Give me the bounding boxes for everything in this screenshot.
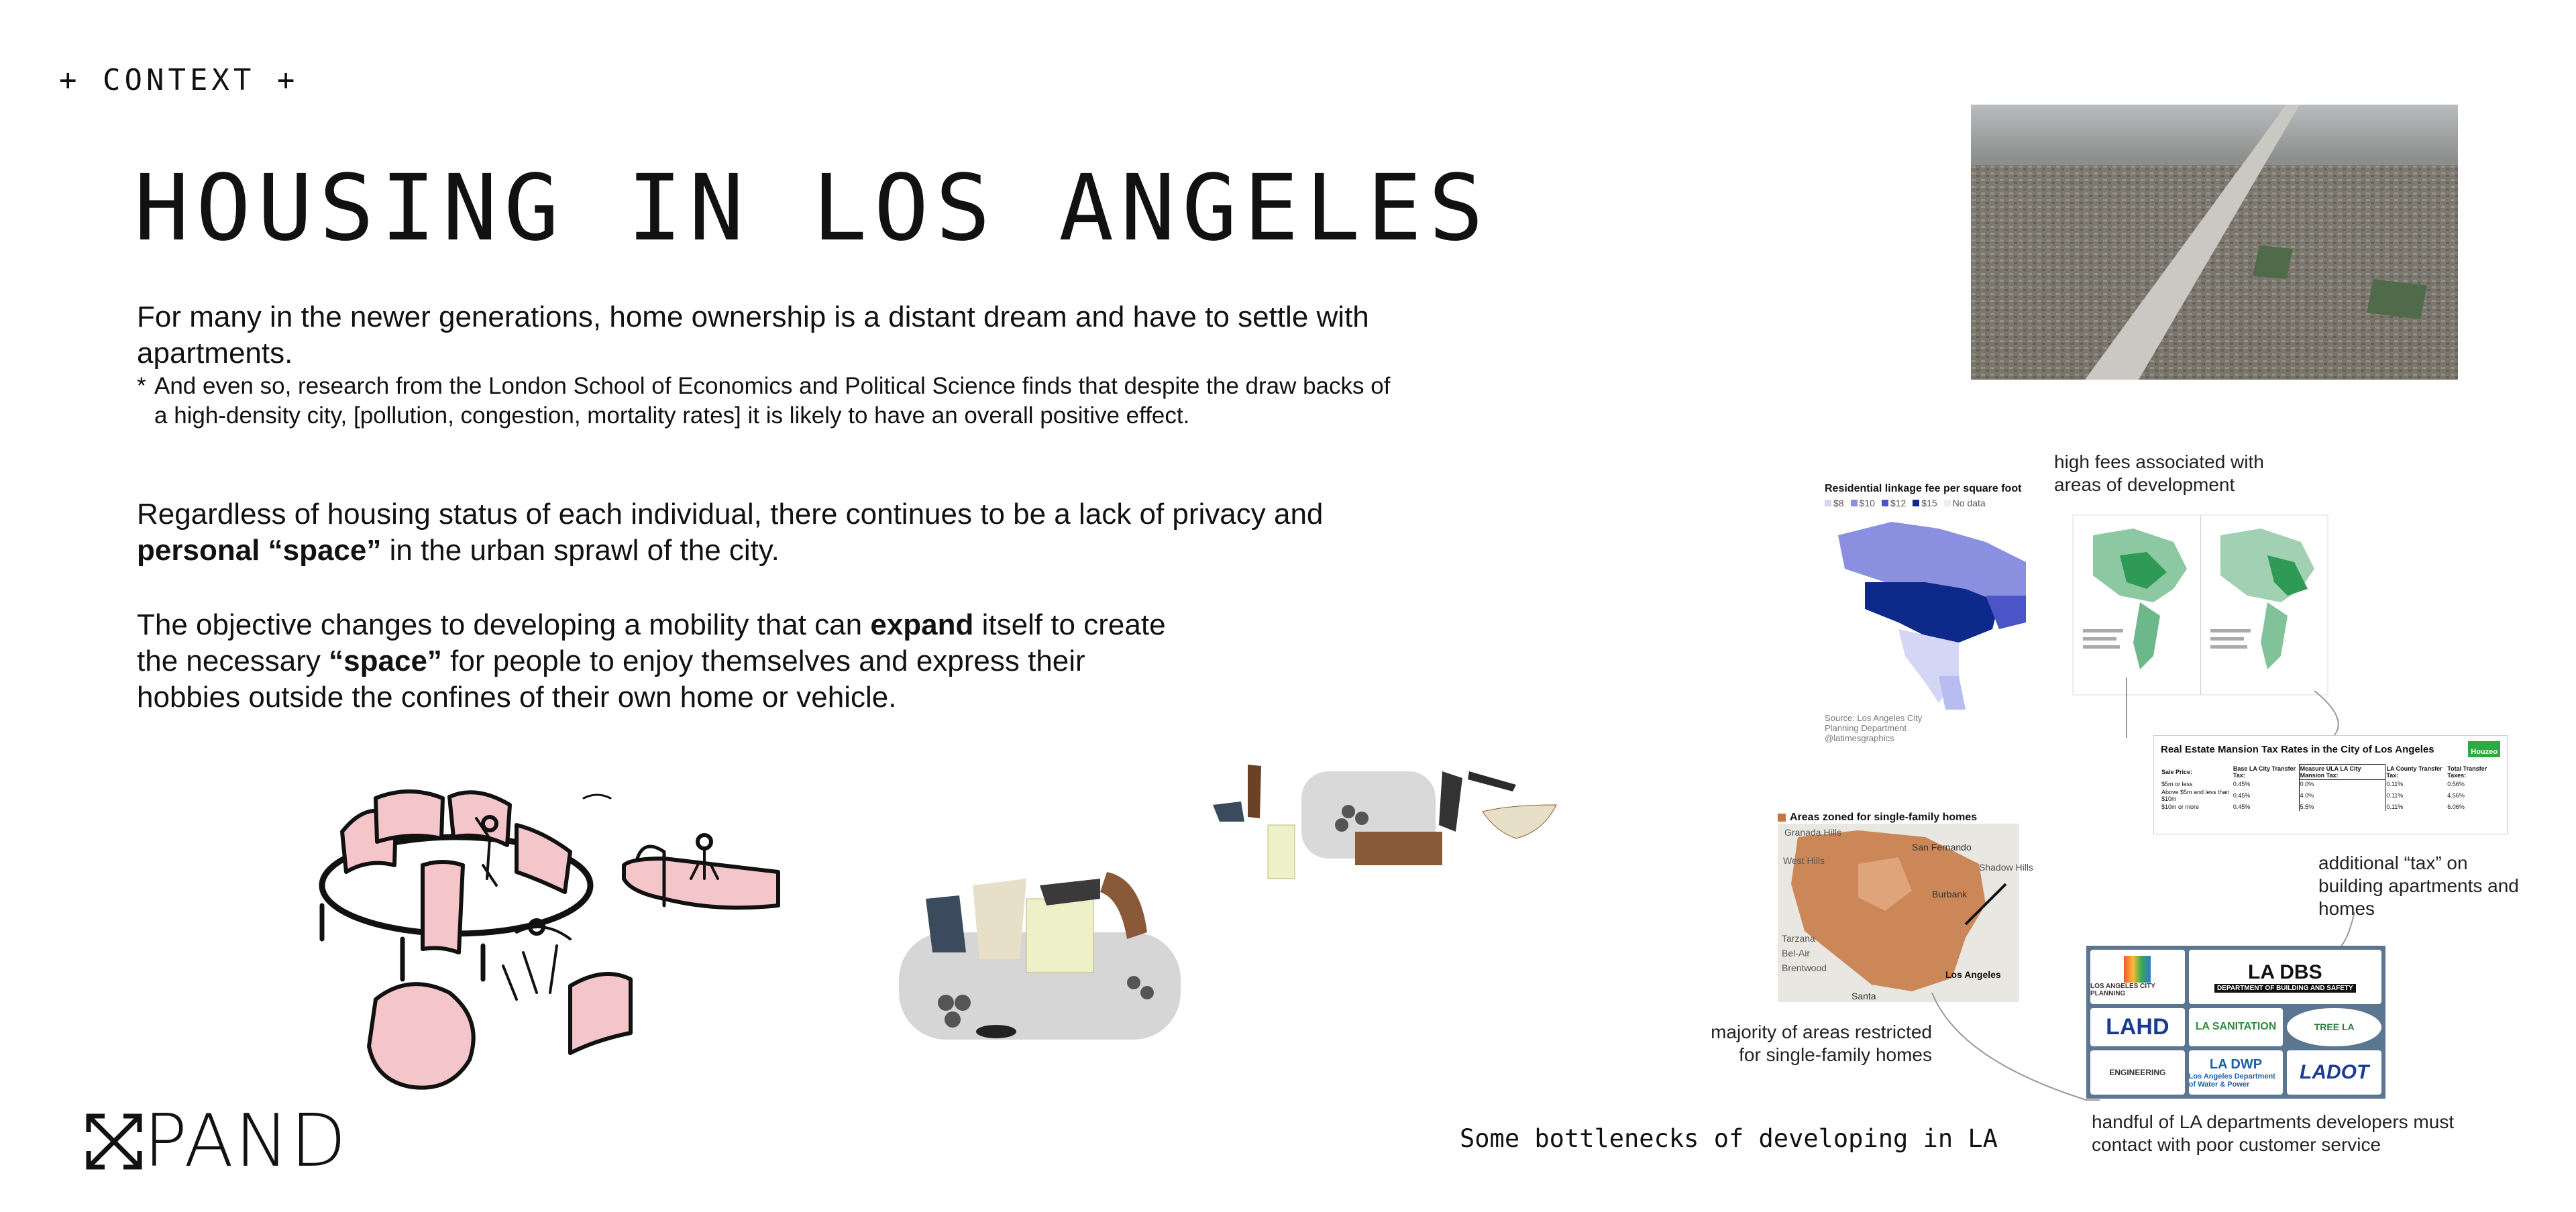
page-title: HOUSING IN LOS ANGELES — [134, 156, 1491, 262]
table-header: Sale Price: — [2161, 769, 2193, 775]
objective-paragraph — [137, 607, 1183, 716]
table-cell: 6.06% — [2447, 804, 2465, 810]
zoning-label: Bel-Air — [1782, 948, 1811, 958]
mansion-tax-title: Real Estate Mansion Tax Rates in the City of Los Angeles — [2161, 743, 2434, 755]
zoning-label: West Hills — [1783, 855, 1825, 866]
x-mark-icon — [85, 1112, 144, 1171]
la-dbs-logo: LA DBS DEPARTMENT OF BUILDING AND SAFETY — [2189, 950, 2381, 1004]
objective-bold-expand: expand — [870, 608, 974, 641]
ladwp-logo: LA DWP Los Angeles Department of Water & Power — [2189, 1050, 2284, 1095]
logo-wordmark: PAND — [144, 1099, 348, 1183]
bottlenecks-caption: Some bottlenecks of developing in LA — [1460, 1124, 1998, 1153]
table-header: LA County Transfer Tax: — [2386, 765, 2443, 779]
lahd-logo: LAHD — [2090, 1008, 2185, 1047]
linkage-map-title: Residential linkage fee per square foot — [1825, 483, 2022, 494]
legend-item: No data — [1944, 498, 1986, 508]
label-departments: handful of LA departments developers must contact with poor customer service — [2092, 1111, 2455, 1155]
zoning-label: Granada Hills — [1784, 827, 1841, 838]
table-cell: 0.11% — [2386, 792, 2404, 799]
objective-text-b: itself to create the necessary — [137, 608, 1166, 677]
note-asterisk: * — [137, 373, 146, 399]
zoning-label: Brentwood — [1782, 962, 1827, 973]
objective-text-a: The objective changes to developing a mobility that can — [137, 608, 863, 641]
table-cell: 0.11% — [2386, 780, 2404, 787]
privacy-text-a: Regardless of housing status of each individual, there continues to be a lack of privacy and — [137, 498, 1324, 531]
label-additional-tax: additional “tax” on building apartments and homes — [2318, 852, 2519, 919]
label-high-fees: high fees associated with areas of development — [2054, 451, 2264, 495]
zoning-label: Santa — [1851, 991, 1876, 1001]
legend-item: $12 — [1882, 498, 1906, 508]
table-cell: 5.5% — [2299, 803, 2385, 811]
engineering-logo: ENGINEERING — [2090, 1050, 2185, 1095]
table-cell: 4.0% — [2299, 788, 2385, 803]
zoning-label: Los Angeles — [1945, 969, 2001, 980]
zoning-map-title: Areas zoned for single-family homes — [1778, 812, 2019, 824]
city-planning-logo: LOS ANGELES CITY PLANNING — [2090, 950, 2185, 1004]
zoning-label: Shadow Hills — [1979, 862, 2033, 873]
table-cell: 0.45% — [2233, 780, 2251, 787]
research-note — [137, 372, 1398, 431]
pavilion-sketch — [315, 778, 798, 1113]
table-header: Base LA City Transfer Tax: — [2233, 765, 2296, 779]
legend-item: $15 — [1913, 498, 1937, 508]
table-cell: 4.56% — [2447, 792, 2465, 799]
la-sanitation-logo: LA SANITATION — [2189, 1008, 2284, 1047]
vehicle-model-render — [885, 859, 1194, 1053]
tree-la-logo: TREE LA — [2287, 1008, 2381, 1047]
zoning-label: San Fernando — [1912, 842, 1972, 852]
linkage-map-credit: @latimesgraphics — [1825, 733, 1894, 743]
table-cell: $10m or more — [2161, 804, 2200, 810]
table-header: Total Transfer Taxes: — [2447, 765, 2487, 779]
legend-item: $8 — [1825, 498, 1844, 508]
ladot-logo: LADOT — [2287, 1050, 2381, 1095]
table-cell: 0.45% — [2233, 804, 2251, 810]
table-cell: 0.0% — [2299, 780, 2385, 789]
objective-bold-space: “space” — [329, 645, 442, 677]
table-cell: 0.56% — [2447, 780, 2465, 787]
linkage-map-source: Source: Los Angeles City Planning Department — [1825, 713, 1923, 733]
note-text: And even so, research from the London School of Economics and Political Science finds that despite the draw backs of a high-density city, [pollution, congestion, mortality rates] it is likely to have an overall positive effect. — [154, 373, 1391, 429]
zoning-label: Tarzana — [1782, 933, 1815, 944]
houzeo-badge: Houzeo — [2468, 741, 2500, 757]
table-cell: $5m or less — [2161, 780, 2193, 787]
table-cell: 0.11% — [2386, 804, 2404, 810]
vehicle-model-exploded — [1208, 758, 1570, 905]
label-zoning-restriction: majority of areas restricted for single-family homes — [1711, 1022, 1932, 1065]
zoning-label: Burbank — [1932, 889, 1968, 899]
privacy-paragraph — [137, 496, 1411, 569]
intro-paragraph: For many in the newer generations, home ownership is a distant dream and have to settle with apartments. — [137, 300, 1369, 370]
section-tag: + CONTEXT + — [59, 63, 299, 97]
aerial-city-photo — [1971, 105, 2458, 380]
legend-item: $10 — [1851, 498, 1875, 508]
xpand-logo — [85, 1099, 348, 1183]
table-header: Measure ULA LA City Mansion Tax: — [2299, 765, 2385, 780]
privacy-text-b: in the urban sprawl of the city. — [389, 534, 780, 567]
connector-lines — [1932, 470, 2442, 1113]
table-cell: Above $5m and less than $10m — [2161, 789, 2230, 802]
table-cell: 0.45% — [2233, 792, 2251, 799]
privacy-bold: personal “space” — [137, 534, 382, 567]
objective-text-c: for people to enjoy themselves and express their hobbies outside the confines of their own home or vehicle. — [137, 645, 1085, 714]
